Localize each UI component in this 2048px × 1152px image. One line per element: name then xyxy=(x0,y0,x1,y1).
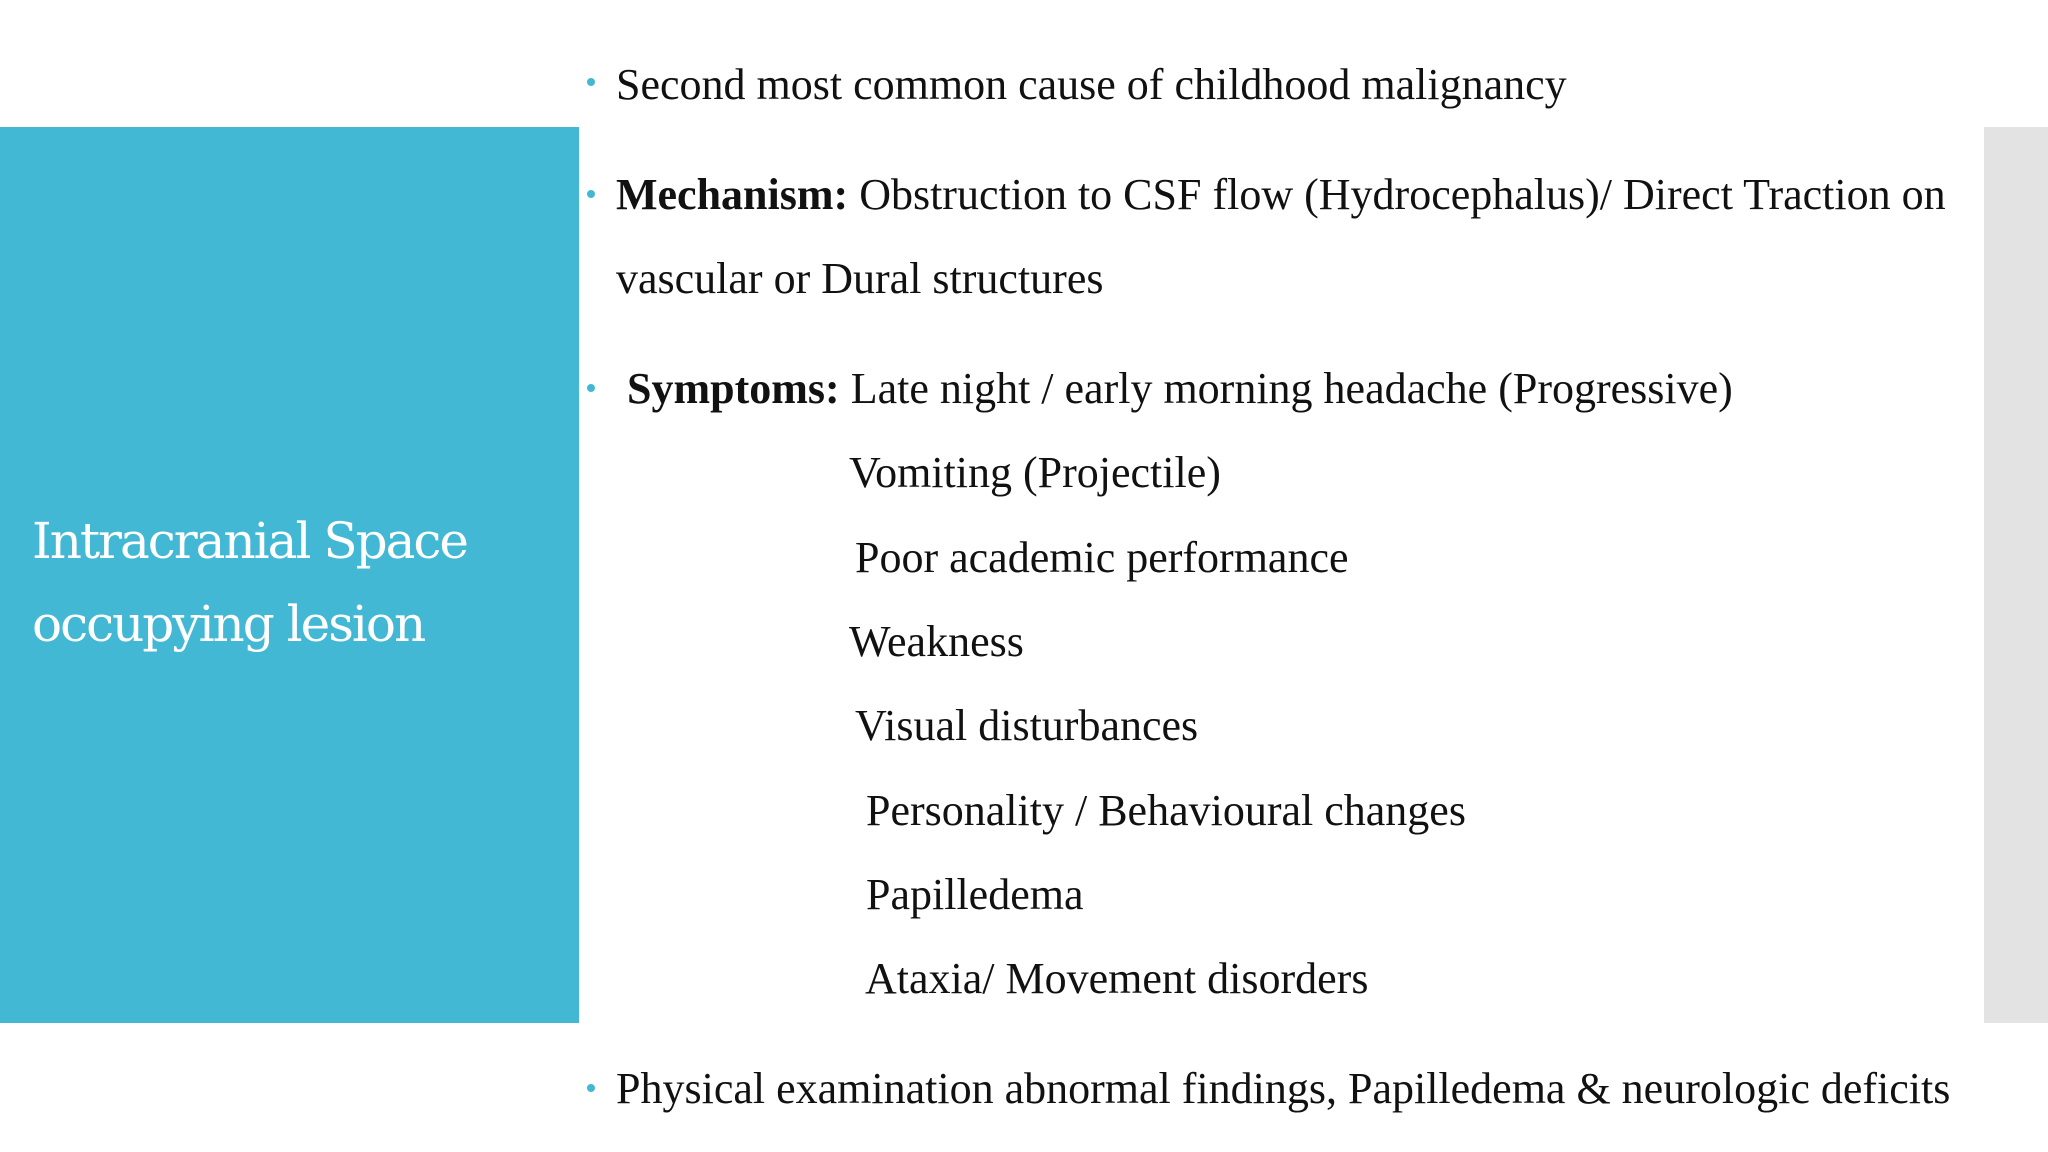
bullet-physical-exam: Physical examination abnormal findings, Papilledema & neurologic deficits xyxy=(616,1064,1951,1113)
symptoms-label: Symptoms: xyxy=(627,364,840,413)
bullet-mechanism xyxy=(616,168,1946,222)
bullet-symptoms xyxy=(627,362,1733,416)
symptom-item: Papilledema xyxy=(866,870,1084,919)
bullet-dot-icon xyxy=(587,1084,595,1092)
symptom-item: Vomiting (Projectile) xyxy=(849,448,1221,497)
bullet-dot-icon xyxy=(587,78,595,86)
symptom-item: Ataxia/ Movement disorders xyxy=(865,954,1369,1003)
bullet-dot-icon xyxy=(587,384,595,392)
symptoms-text: Late night / early morning headache (Progressive) xyxy=(839,364,1733,413)
symptom-item: Visual disturbances xyxy=(855,701,1199,750)
symptom-item: Personality / Behavioural changes xyxy=(866,786,1466,835)
bullet-childhood-malignancy: Second most common cause of childhood malignancy xyxy=(616,60,1567,109)
symptom-item: Weakness xyxy=(849,617,1024,666)
mechanism-text: Obstruction to CSF flow (Hydrocephalus)/ Direct Traction on xyxy=(848,170,1946,219)
mechanism-continuation: vascular or Dural structures xyxy=(616,254,1104,303)
slide-title-line-2: occupying lesion xyxy=(32,595,425,653)
symptom-item: Poor academic performance xyxy=(855,533,1349,582)
right-accent-stripe xyxy=(1984,127,2048,1023)
mechanism-label: Mechanism: xyxy=(616,170,849,219)
slide-title-line-1: Intracranial Space xyxy=(32,512,468,570)
slide-title xyxy=(32,500,562,666)
bullet-dot-icon xyxy=(587,190,595,198)
